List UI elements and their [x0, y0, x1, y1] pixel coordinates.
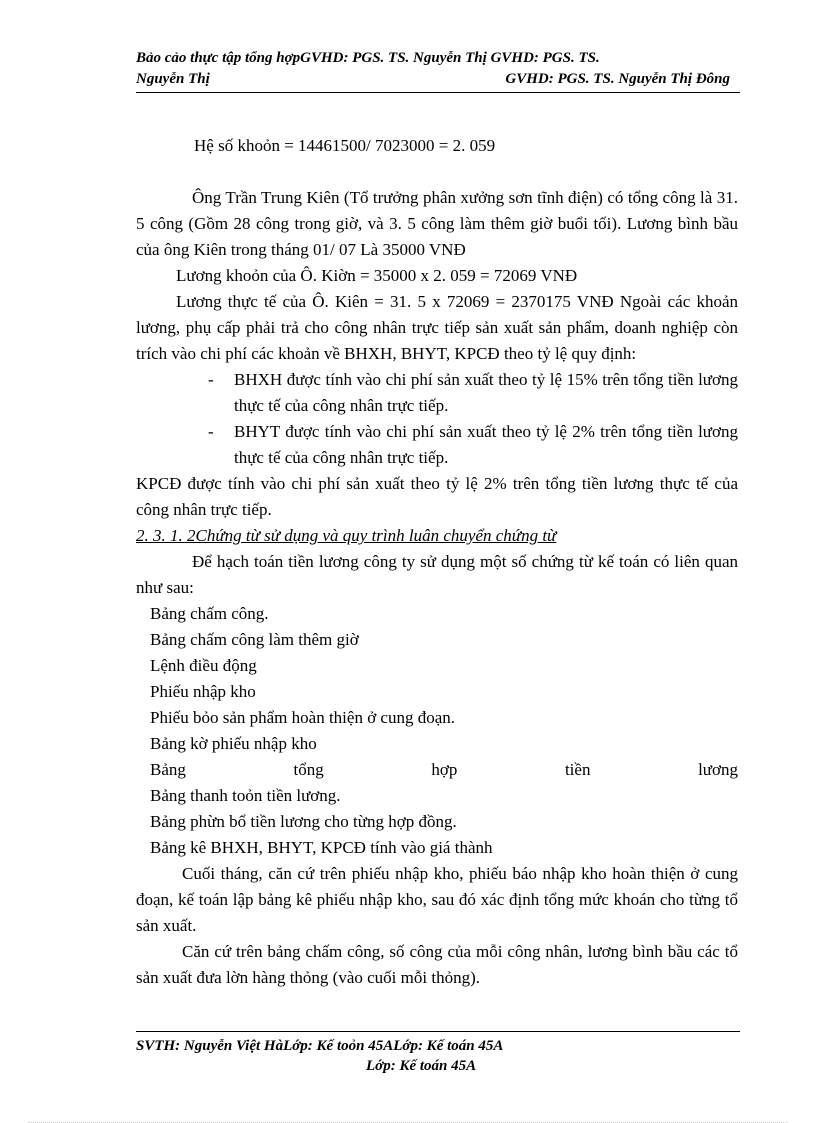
bullet-text: BHYT được tính vào chi phí sản xuất theo tỷ lệ 2% trên tổng tiền lương thực tế của công nhân trực tiếp.	[234, 422, 738, 467]
list-item: Bảng phừn bổ tiền lương cho từng hợp đồng.	[150, 812, 457, 831]
paragraph-piece-wage: Lương khoỏn của Ô. Kiờn = 35000 x 2. 059 = 72069 VNĐ	[176, 266, 578, 285]
footer-rule	[136, 1031, 740, 1032]
header-line-2-right: GVHD: PGS. TS. Nguyễn Thị Đông	[505, 71, 730, 87]
list-item: Bảng kờ phiếu nhập kho	[150, 734, 317, 753]
section-heading: 2. 3. 1. 2Chứng từ sử dụng và quy trình luân chuyển chứng từ	[136, 526, 557, 545]
list-item: Lệnh điều động	[150, 656, 257, 675]
list-item: Bảng kê BHXH, BHYT, KPCĐ tính vào giá thành	[150, 838, 493, 857]
paragraph-kpcd: KPCĐ được tính vào chi phí sản xuất theo tỷ lệ 2% trên tổng tiền lương thực tế của công nhân trực tiếp.	[136, 474, 738, 519]
bullet-marker: -	[208, 422, 214, 441]
list-item: Bảng chấm công làm thêm giờ	[150, 630, 359, 649]
paragraph-worker-example: Ông Trần Trung Kiên (Tổ trưởng phân xưởng sơn tĩnh điện) có tổng công là 31. 5 công (Gồm 28 công trong giờ, và 3. 5 công làm thêm giờ buổi tối). Lương bình bầu của ông Kiên trong tháng 01/ 07 Là 35000 VNĐ	[136, 188, 738, 259]
paragraph-month-end: Cuối tháng, căn cứ trên phiếu nhập kho, phiếu báo nhập kho hoàn thiện ở cung đoạn, kế toán lập bảng kê phiếu nhập kho, sau đó xác định tổng mức khoán cho từng tổ sản xuất.	[136, 864, 738, 935]
bullet-marker: -	[208, 370, 214, 389]
paragraph-documents-intro: Để hạch toán tiền lương công ty sử dụng một số chứng từ kế toán có liên quan như sau:	[136, 552, 738, 597]
list-item: Bảng thanh toỏn tiền lương.	[150, 786, 341, 805]
list-item: Phiếu bỏo sản phẩm hoàn thiện ở cung đoạn.	[150, 708, 456, 727]
word: lương	[698, 760, 738, 779]
footer-line-1: SVTH: Nguyễn Việt HàLớp: Kế toỏn 45ALớp: Kế toán 45A	[136, 1038, 504, 1054]
list-item: Phiếu nhập kho	[150, 682, 256, 701]
header-line-2	[136, 69, 740, 90]
page-footer	[136, 1036, 740, 1076]
spacer	[136, 159, 738, 185]
footer-line-2: Lớp: Kế toán 45A	[366, 1058, 477, 1074]
document-list	[136, 601, 738, 861]
coefficient-formula: Hệ số khoỏn = 14461500/ 7023000 = 2. 059	[194, 136, 496, 155]
header-line-2-left: Nguyễn Thị	[136, 71, 210, 87]
paragraph-attendance: Căn cứ trên bảng chấm công, số công của mỗi công nhân, lương bình bầu các tổ sản xuất đưa lờn hàng thỏng (vào cuối mỗi thỏng).	[136, 942, 738, 987]
document-body	[136, 133, 738, 991]
bullet-item	[136, 419, 738, 471]
word: tổng	[293, 760, 324, 779]
list-item: Bảng chấm công.	[150, 604, 269, 623]
word: Bảng	[150, 760, 186, 779]
header-line-1: Bảo cảo thực tập tổng hợpGVHD: PGS. TS. Nguyễn Thị GVHD: PGS. TS.	[136, 50, 600, 66]
page-header	[136, 48, 740, 90]
list-item-justified	[136, 757, 738, 783]
bullet-text: BHXH được tính vào chi phí sản xuất theo tỷ lệ 15% trên tổng tiền lương thực tế của công nhân trực tiếp.	[234, 370, 738, 415]
word: hợp	[431, 760, 458, 779]
bullet-item	[136, 367, 738, 419]
paragraph-actual-wage: Lương thực tế của Ô. Kiên = 31. 5 x 72069 = 2370175 VNĐ Ngoài các khoản lương, phụ cấp phải trả cho công nhân trực tiếp sản xuất sản phẩm, doanh nghiệp còn trích vào chi phí các khoản về BHXH, BHYT, KPCĐ theo tỷ lệ quy định:	[136, 292, 738, 363]
header-rule	[136, 92, 740, 93]
word: tiền	[564, 760, 591, 779]
